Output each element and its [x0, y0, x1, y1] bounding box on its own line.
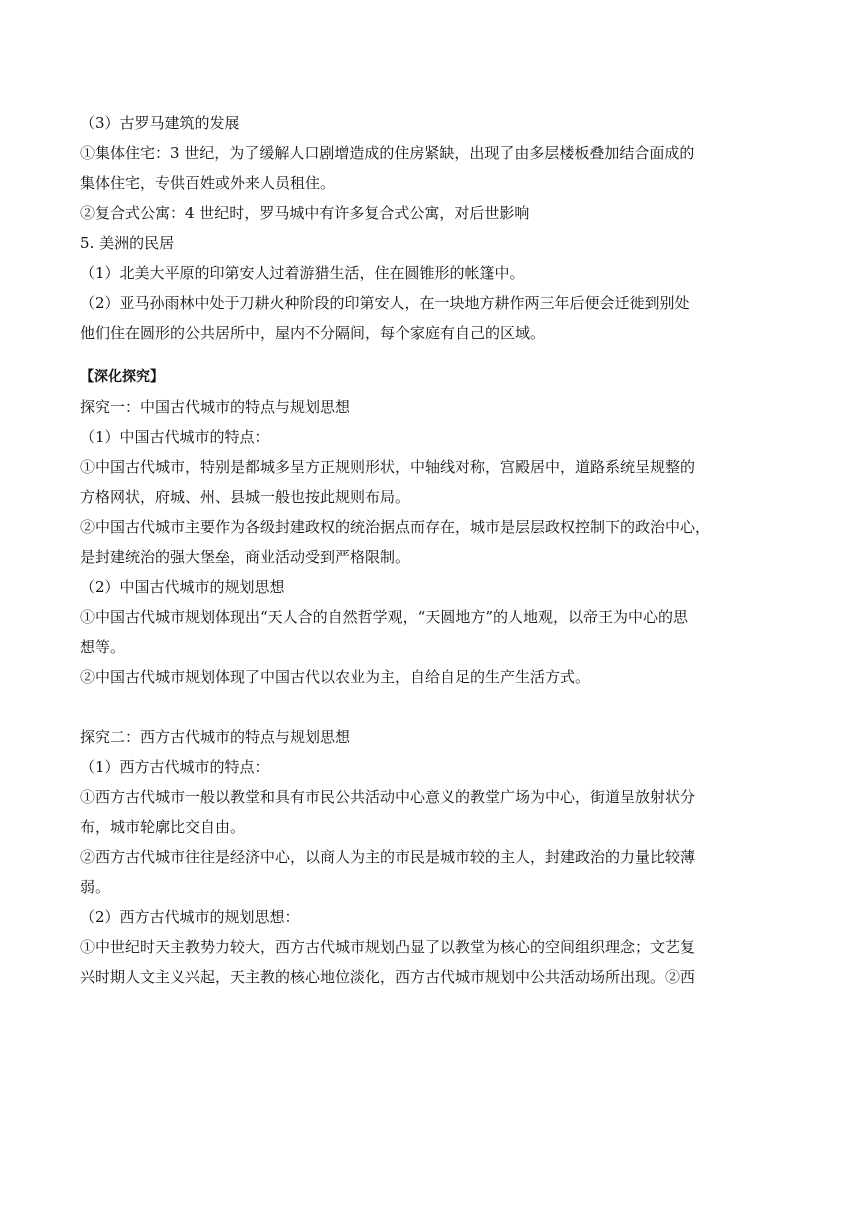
explore1-p2-line2: 是封建统治的强大堡垒，商业活动受到严格限制。 — [80, 548, 411, 566]
document-page — [80, 108, 790, 992]
deep-explore-label: 【深化探究】 — [80, 369, 164, 385]
spacer — [80, 692, 790, 722]
explore2-p1-line2: 布，城市轮廓比交自由。 — [80, 818, 246, 836]
rome-item1-line2: 集体住宅，专供百姓或外来人员租住。 — [80, 174, 336, 192]
america-item2-line2: 他们住在圆形的公共居所中，屋内不分隔间，每个家庭有自己的区域。 — [80, 324, 546, 342]
rome-item1-line1: ①集体住宅：3 世纪，为了缓解人口剧增造成的住房紧缺，出现了由多层楼板叠加结合面成的 — [80, 144, 695, 162]
explore2-p3-line1: ①中世纪时天主教势力较大，西方古代城市规划凸显了以教堂为核心的空间组织理念；文艺复 — [80, 938, 696, 956]
explore1-p3-line1: ①中国古代城市规划体现出“天人合的自然哲学观，“天圆地方”的人地观，以帝王为中心的思 — [80, 608, 689, 626]
explore1-p1-line1: ①中国古代城市，特别是都城多呈方正规则形状，中轴线对称，宫殿居中，道路系统呈规整的 — [80, 458, 696, 476]
explore2-p2-line2: 弱。 — [80, 878, 111, 896]
explore2-sub2: （2）西方古代城市的规划思想： — [80, 908, 300, 926]
explore2-sub1: （1）西方古代城市的特点： — [80, 758, 270, 776]
rome-heading: （3）古罗马建筑的发展 — [80, 114, 240, 132]
explore1-p3-line2: 想等。 — [80, 638, 126, 656]
america-heading: 5. 美洲的民居 — [80, 234, 175, 252]
explore1-sub2: （2）中国古代城市的规划思想 — [80, 578, 285, 596]
explore1-sub1: （1）中国古代城市的特点： — [80, 428, 270, 446]
explore1-p4: ②中国古代城市规划体现了中国古代以农业为主，自给自足的生产生活方式。 — [80, 668, 591, 686]
america-item2-line1: （2）亚马孙雨林中处于刀耕火种阶段的印第安人，在一块地方耕作两三年后便会迁徙到别处 — [80, 294, 690, 312]
explore2-p1-line1: ①西方古代城市一般以教堂和具有市民公共活动中心意义的教堂广场为中心，街道呈放射状分 — [80, 788, 696, 806]
america-item1: （1）北美大平原的印第安人过着游猎生活，住在圆锥形的帐篷中。 — [80, 264, 525, 282]
explore2-p2-line1: ②西方古代城市往往是经济中心，以商人为主的市民是城市较的主人，封建政治的力量比较薄 — [80, 848, 696, 866]
explore2-p3-line2: 兴时期人文主义兴起，天主教的核心地位淡化，西方古代城市规划中公共活动场所出现。②西 — [80, 968, 696, 986]
rome-item2: ②复合式公寓：4 世纪时，罗马城中有许多复合式公寓，对后世影响 — [80, 204, 530, 222]
spacer — [80, 348, 790, 362]
explore1-p2-line1: ②中国古代城市主要作为各级封建政权的统治据点而存在，城市是层层政权控制下的政治中心， — [80, 518, 711, 536]
explore2-title: 探究二：西方古代城市的特点与规划思想 — [80, 728, 351, 746]
explore1-title: 探究一：中国古代城市的特点与规划思想 — [80, 398, 351, 416]
explore1-p1-line2: 方格网状，府城、州、县城一般也按此规则布局。 — [80, 488, 411, 506]
